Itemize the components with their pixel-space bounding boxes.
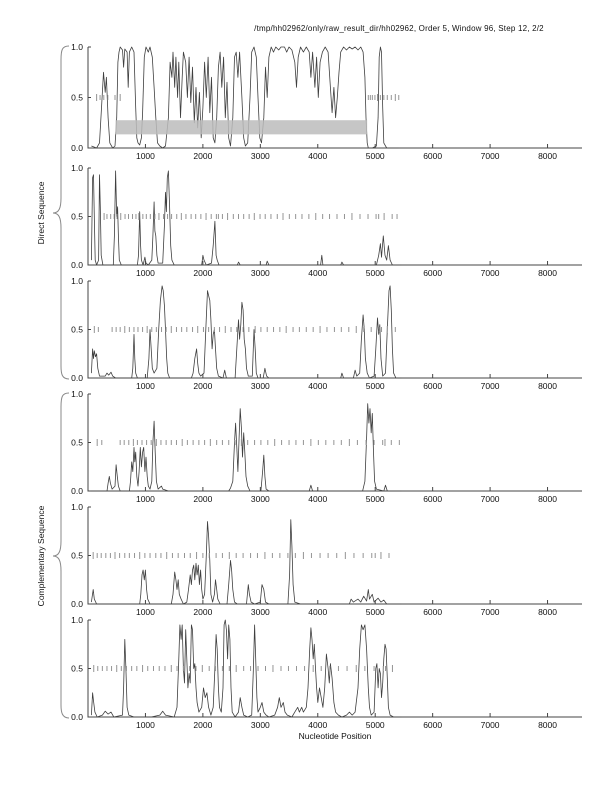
x-tick-label: 3000 xyxy=(250,494,270,504)
x-tick-label: 6000 xyxy=(423,720,443,730)
x-tick-label: 4000 xyxy=(308,268,328,278)
x-tick-label: 4000 xyxy=(308,720,328,730)
x-tick-label: 1000 xyxy=(135,268,155,278)
y-tick-label: 0.0 xyxy=(71,486,83,496)
axes-lines xyxy=(88,281,582,378)
x-tick-label: 1000 xyxy=(135,381,155,391)
x-tick-label: 3000 xyxy=(250,720,270,730)
y-tick-label: 0.5 xyxy=(71,663,83,674)
x-tick-label: 7000 xyxy=(480,494,500,504)
x-tick-label: 8000 xyxy=(538,381,557,391)
y-tick-label: 0.5 xyxy=(71,92,83,103)
axes-lines xyxy=(88,168,582,265)
probability-curve xyxy=(91,520,401,604)
x-tick-label: 1000 xyxy=(135,151,155,161)
x-tick-label: 1000 xyxy=(135,720,155,730)
panel-group xyxy=(71,42,582,730)
x-tick-label: 2000 xyxy=(193,381,213,391)
x-tick-label: 7000 xyxy=(480,607,500,617)
x-tick-label: 7000 xyxy=(480,381,500,391)
x-tick-label: 2000 xyxy=(193,268,213,278)
y-tick-label: 0.0 xyxy=(71,599,83,609)
y-tick-label: 0.0 xyxy=(71,143,83,153)
probability-curve xyxy=(91,404,401,491)
axes-lines xyxy=(88,394,582,491)
x-tick-label: 6000 xyxy=(423,268,443,278)
complementary-sequence-label: Complementary Sequence xyxy=(36,505,46,607)
page-title: /tmp/hh02962/only/raw_result_dir/hh02962, Order 5, Window 96, Step 12, 2/2 xyxy=(254,24,544,33)
x-tick-label: 3000 xyxy=(250,268,270,278)
panel-4 xyxy=(71,389,582,504)
panel-3 xyxy=(71,276,582,391)
x-tick-label: 3000 xyxy=(250,607,270,617)
x-tick-label: 2000 xyxy=(193,720,213,730)
axes-lines xyxy=(88,507,582,604)
y-tick-label: 0.5 xyxy=(71,211,83,222)
x-tick-label: 8000 xyxy=(538,151,557,161)
x-tick-label: 4000 xyxy=(308,151,328,161)
x-tick-label: 8000 xyxy=(538,268,557,278)
probability-curve xyxy=(91,171,401,265)
x-tick-label: 4000 xyxy=(308,494,328,504)
y-tick-label: 0.0 xyxy=(71,712,83,722)
x-tick-label: 1000 xyxy=(135,607,155,617)
y-tick-label: 0.0 xyxy=(71,260,83,270)
x-tick-label: 2000 xyxy=(193,151,213,161)
x-tick-label: 6000 xyxy=(423,151,443,161)
y-tick-label: 1.0 xyxy=(71,163,83,173)
y-tick-label: 1.0 xyxy=(71,502,83,512)
x-tick-label: 2000 xyxy=(193,494,213,504)
x-tick-label: 5000 xyxy=(365,720,385,730)
x-tick-label: 3000 xyxy=(250,381,270,391)
x-tick-label: 6000 xyxy=(423,381,443,391)
axes-lines xyxy=(88,620,582,717)
y-tick-label: 0.0 xyxy=(71,373,83,383)
direct-group-brace xyxy=(53,46,69,379)
y-tick-label: 1.0 xyxy=(71,276,83,286)
x-tick-label: 5000 xyxy=(365,151,385,161)
y-tick-label: 0.5 xyxy=(71,324,83,335)
x-tick-label: 1000 xyxy=(135,494,155,504)
highlight-band xyxy=(116,120,368,134)
x-tick-label: 4000 xyxy=(308,607,328,617)
y-tick-label: 1.0 xyxy=(71,389,83,399)
y-tick-label: 1.0 xyxy=(71,615,83,625)
x-tick-label: 5000 xyxy=(365,494,385,504)
x-tick-label: 3000 xyxy=(250,151,270,161)
x-tick-label: 8000 xyxy=(538,720,557,730)
panel-1 xyxy=(71,42,582,161)
y-tick-label: 0.5 xyxy=(71,437,83,448)
panel-6 xyxy=(71,615,582,730)
x-tick-label: 5000 xyxy=(365,268,385,278)
y-tick-label: 0.5 xyxy=(71,550,83,561)
x-tick-label: 6000 xyxy=(423,607,443,617)
x-tick-label: 5000 xyxy=(365,381,385,391)
x-tick-label: 4000 xyxy=(308,381,328,391)
complementary-group-brace xyxy=(53,393,69,718)
x-tick-label: 7000 xyxy=(480,151,500,161)
y-tick-label: 1.0 xyxy=(71,42,83,52)
x-tick-label: 2000 xyxy=(193,607,213,617)
direct-sequence-label: Direct Sequence xyxy=(36,181,46,245)
x-axis-title: Nucleotide Position xyxy=(298,731,372,741)
x-tick-label: 5000 xyxy=(365,607,385,617)
panel-2 xyxy=(71,163,582,278)
x-tick-label: 8000 xyxy=(538,494,557,504)
x-tick-label: 6000 xyxy=(423,494,443,504)
x-tick-label: 7000 xyxy=(480,268,500,278)
panel-5 xyxy=(71,502,582,617)
x-tick-label: 7000 xyxy=(480,720,500,730)
x-tick-label: 8000 xyxy=(538,607,557,617)
probability-curve xyxy=(91,620,401,717)
